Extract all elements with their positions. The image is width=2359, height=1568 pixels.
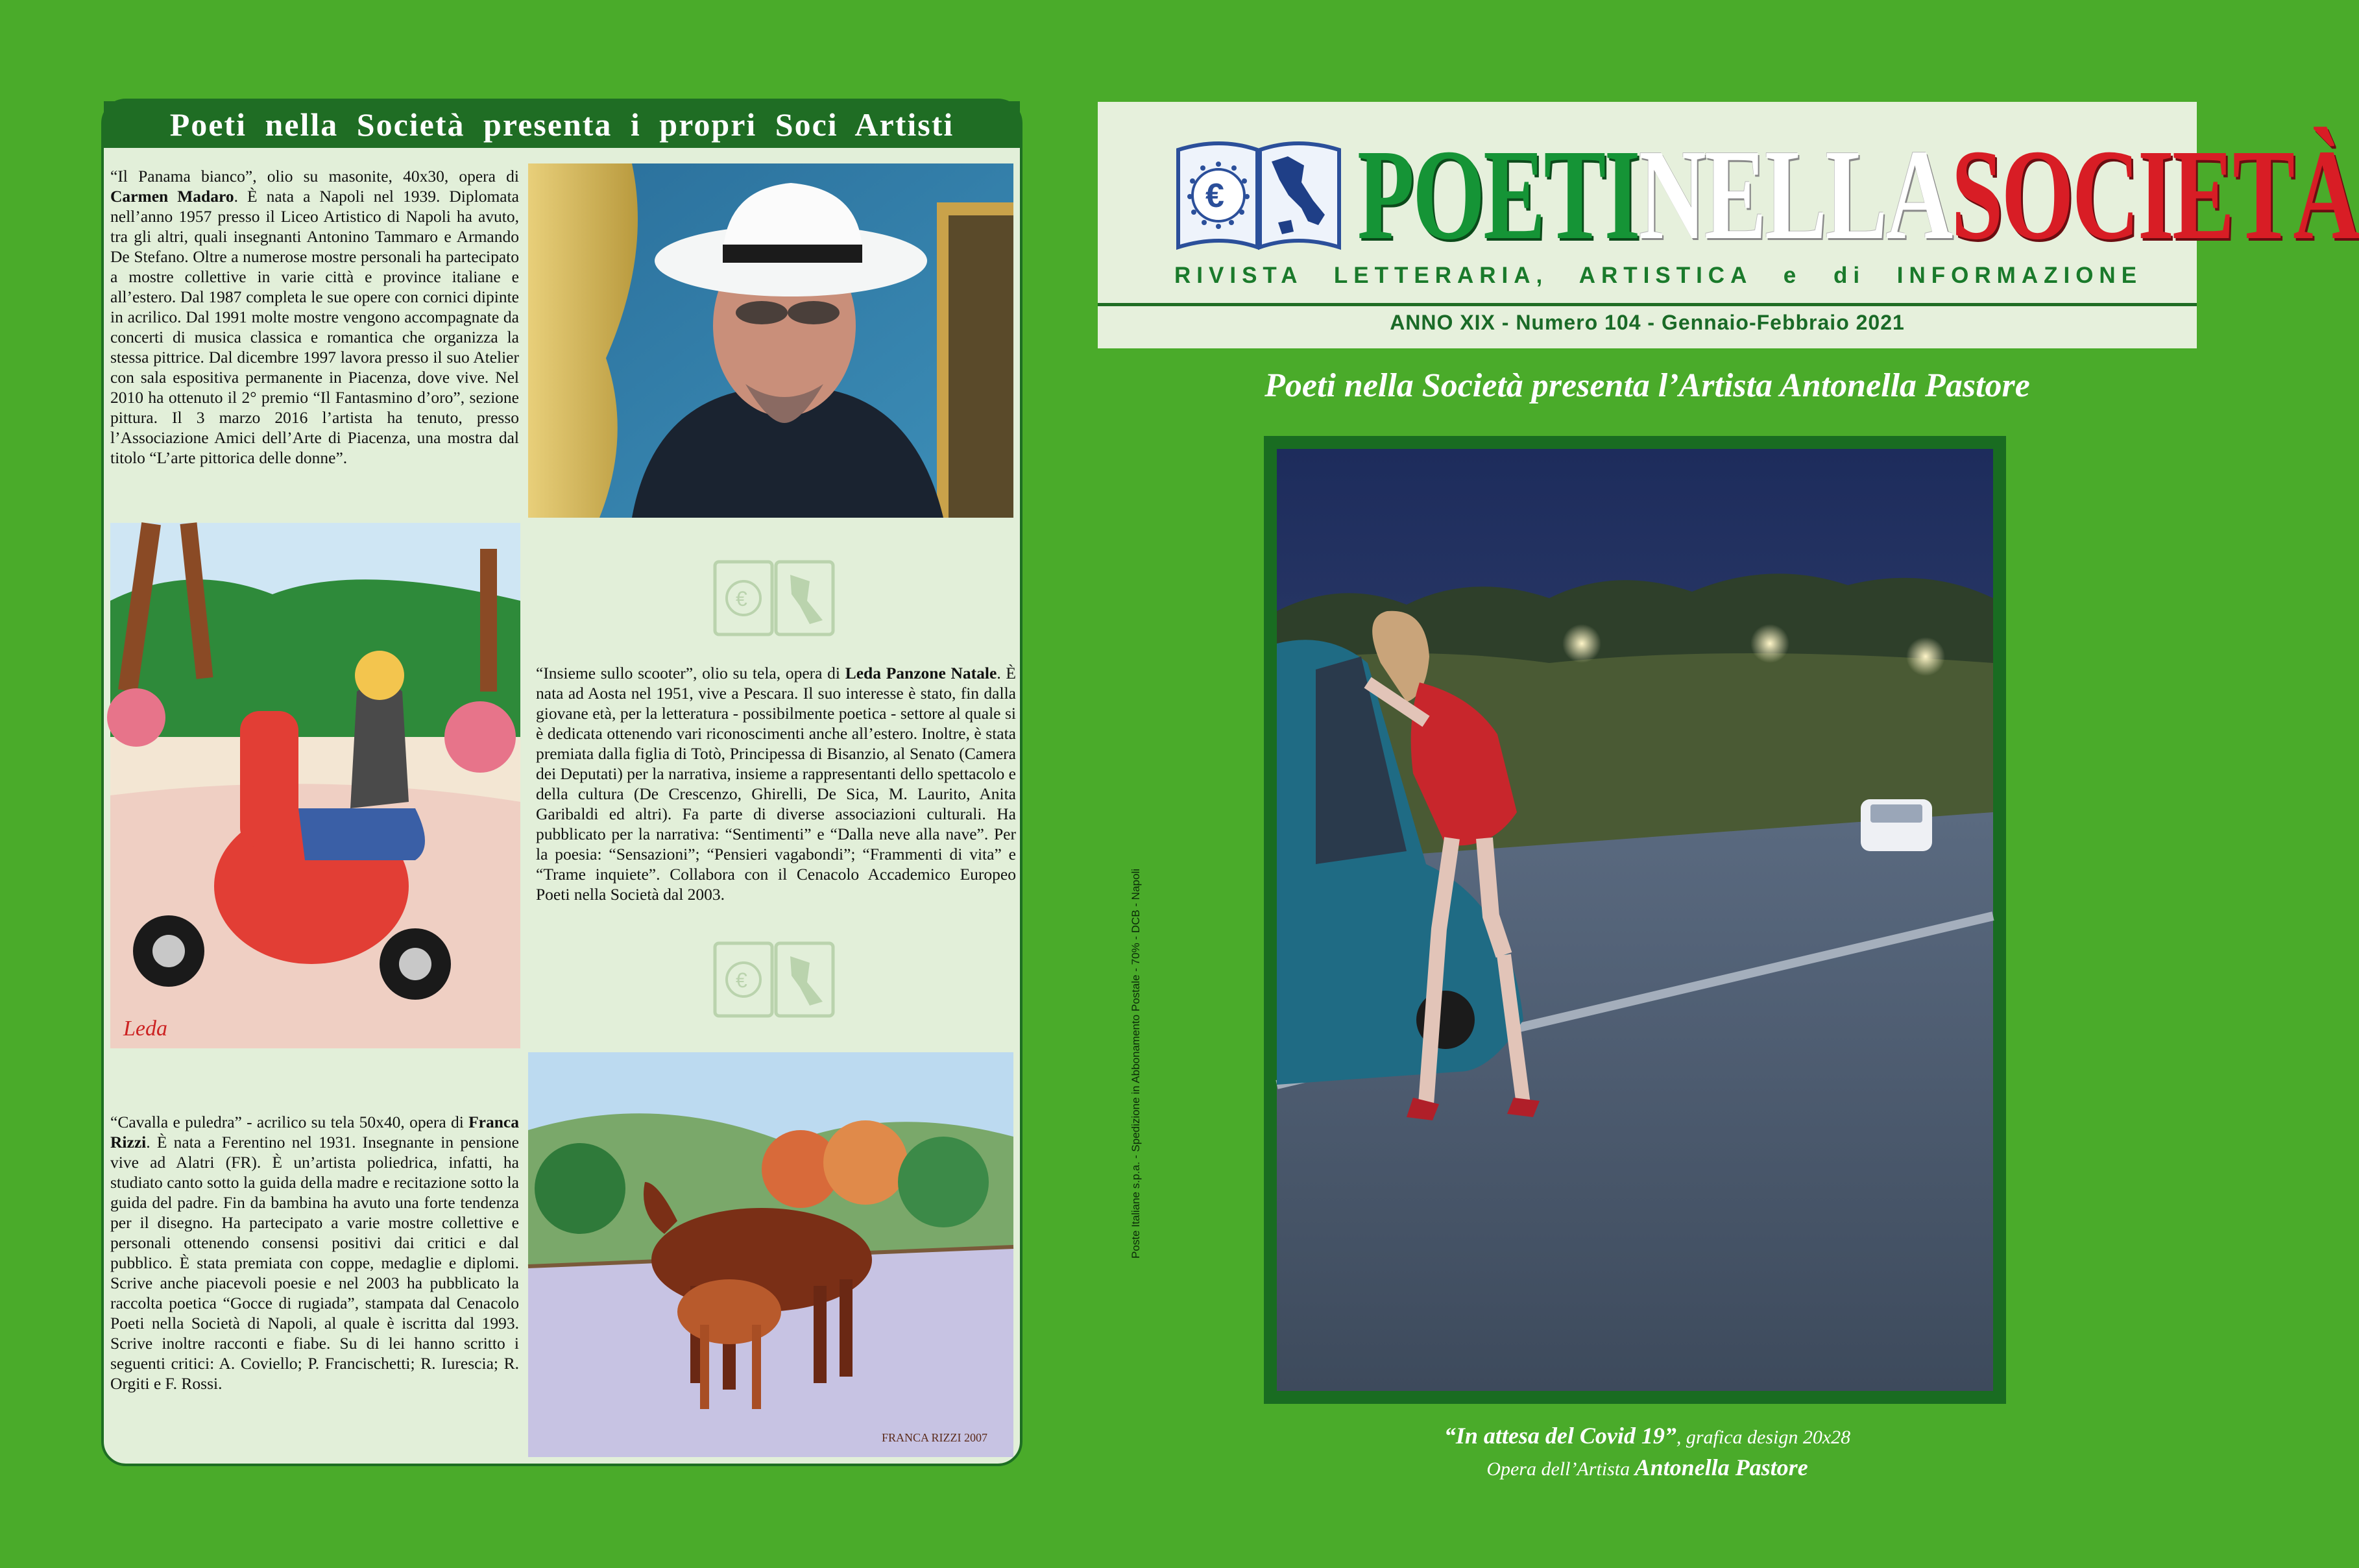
- artist1-name: Carmen Madaro: [110, 187, 234, 206]
- left-page-panel: [101, 99, 1022, 1466]
- watermark-logo-icon-2: [712, 937, 836, 1021]
- artist3-intro: “Cavalla e puledra” - acrilico su tela 50x40, opera di: [110, 1113, 469, 1131]
- masthead: [1098, 102, 2359, 348]
- cover-artwork-frame: [1264, 436, 2006, 1404]
- magazine-title: [1357, 124, 2358, 267]
- caption-artist-name: Antonella Pastore: [1634, 1454, 1808, 1480]
- caption-artist-pre: Opera dell’Artista: [1486, 1458, 1635, 1480]
- artist2-bio: . È nata ad Aosta nel 1951, vive a Pescara. Il suo interesse è stato, fin dalla giovane età, per la letteratura - possibilmente poetica - settore al quale si è dedicata ottenendo vari riconoscimenti anche all’estero. Inoltre, è stata premiata dalla figlia di Totò, Principessa di Bisanzio, al Senato (Camera dei Deputati) per la narrativa, insieme a rappresentanti dello spettacolo e della cultura (De Crescenzo, Ghirelli, De Sica, M. Laurito, Anita Garibaldi ed altri). Fa parte di diverse associazioni culturali. Ha pubblicato per la narrativa: “Sentimenti” e “Dalla neve alla nave”. Per la poesia: “Sensazioni”; “Pensieri vagabondi”; “Frammenti di vita” e “Trame inquiete”. Collabora con il Cenacolo Accademico Europeo Poeti nella Società dal 2003.: [536, 664, 1017, 904]
- artist1-text: [110, 166, 519, 468]
- caption-line-1: [1098, 1421, 2197, 1453]
- book-italy-euro-logo-icon: [1174, 130, 1343, 251]
- left-page-header: Poeti nella Società presenta i propri Soci Artisti: [104, 101, 1020, 148]
- postal-notice: Poste Italiane s.p.a. - Spedizione in Abbonamento Postale - 70% - DCB - Napoli: [1130, 868, 1142, 1259]
- artist2-text: [536, 663, 1016, 904]
- leda-signature: Leda: [123, 1017, 167, 1041]
- magazine-subtitle: RIVISTA LETTERARIA, ARTISTICA e di INFORMAZIONE: [1174, 263, 2143, 288]
- artist3-name: Franca Rizzi: [110, 1113, 519, 1152]
- title-part-poeti: POETI: [1357, 123, 1639, 267]
- issue-info: ANNO XIX - Numero 104 - Gennaio-Febbraio 2021: [1390, 311, 1905, 334]
- painting-cavalla-e-puledra: [528, 1052, 1013, 1457]
- artist2-intro: “Insieme sullo scooter”, olio su tela, opera di: [536, 664, 845, 682]
- caption-artwork-details: , grafica design 20x28: [1676, 1427, 1851, 1448]
- artist1-bio: . È nata a Napoli nel 1939. Diplomata nell’anno 1957 presso il Liceo Artistico di Napoli ha avuto, tra gli altri, quali insegnanti Antonino Tammaro e Armando De Stefano. Oltre a numerose mostre personali ha partecipato a mostre collettive in varie città e province italiane e all’estero. Dal 1987 completa le sue opere con cornici dipinte in acrilico. Dal 1991 molte mostre vengono accompagnate da concerti di musica classica e romantica che organizza la stessa pittrice. Dal dicembre 1997 lavora presso il suo Atelier con sala espositiva permanente in Piacenza, dove vive. Nel 2010 ha ottenuto il 2° premio “Il Fantasmino d’oro”, sezione pittura. Il 3 marzo 2016 l’artista ha tenuto, presso l’Associazione Amici dell’Arte di Piacenza, una mostra dal titolo “L’arte pittorica delle donne”.: [110, 187, 520, 467]
- svg-text:€: €: [736, 587, 747, 610]
- caption-line-2: [1098, 1453, 2197, 1484]
- svg-text:€: €: [1205, 177, 1224, 215]
- artist3-bio: . È nata a Ferentino nel 1931. Insegnante in pensione vive ad Alatri (FR). È un’artista poliedrica, infatti, ha studiato canto sotto la guida della madre e recitazione sotto la guida del padre. Fin da bambina ha avuto una forte tendenza per il disegno. Ha partecipato a varie mostre collettive e personali ottenendo consensi positivi dai critici e dal pubblico. È stata premiata con coppe, medaglie e diplomi. Scrive anche piacevoli poesie e nel 2003 ha pubblicato la raccolta poetica “Gocce di rugiada”, stampata dal Cenacolo Poeti nella Società di Napoli, al quale è iscritta dal 1993. Scrive inoltre racconti e fiabe. Su di lei hanno scritto i seguenti critici: A. Coviello; P. Francischetti; R. Iurescia; R. Orgiti e F. Rossi.: [110, 1133, 519, 1393]
- rizzi-signature: FRANCA RIZZI 2007: [882, 1431, 988, 1444]
- cover-presents-heading: Poeti nella Società presenta l’Artista Antonella Pastore: [1264, 367, 2030, 404]
- cover-caption: [1098, 1421, 2197, 1484]
- artist2-name: Leda Panzone Natale: [845, 664, 997, 682]
- caption-artwork-title: “In attesa del Covid 19”: [1444, 1423, 1676, 1449]
- title-part-nella: NELLA: [1638, 123, 1952, 267]
- watermark-logo-icon: [712, 555, 836, 640]
- painting-panama-bianco: [528, 163, 1013, 518]
- cover-artwork: [1277, 449, 1993, 1391]
- artist1-intro: “Il Panama bianco”, olio su masonite, 40x30, opera di: [110, 167, 519, 186]
- painting-insieme-sullo-scooter: [110, 523, 520, 1048]
- artist3-text: [110, 1112, 519, 1393]
- svg-text:€: €: [736, 969, 747, 992]
- title-part-societa: SOCIETÀ: [1951, 123, 2359, 267]
- masthead-divider: [1098, 303, 2197, 306]
